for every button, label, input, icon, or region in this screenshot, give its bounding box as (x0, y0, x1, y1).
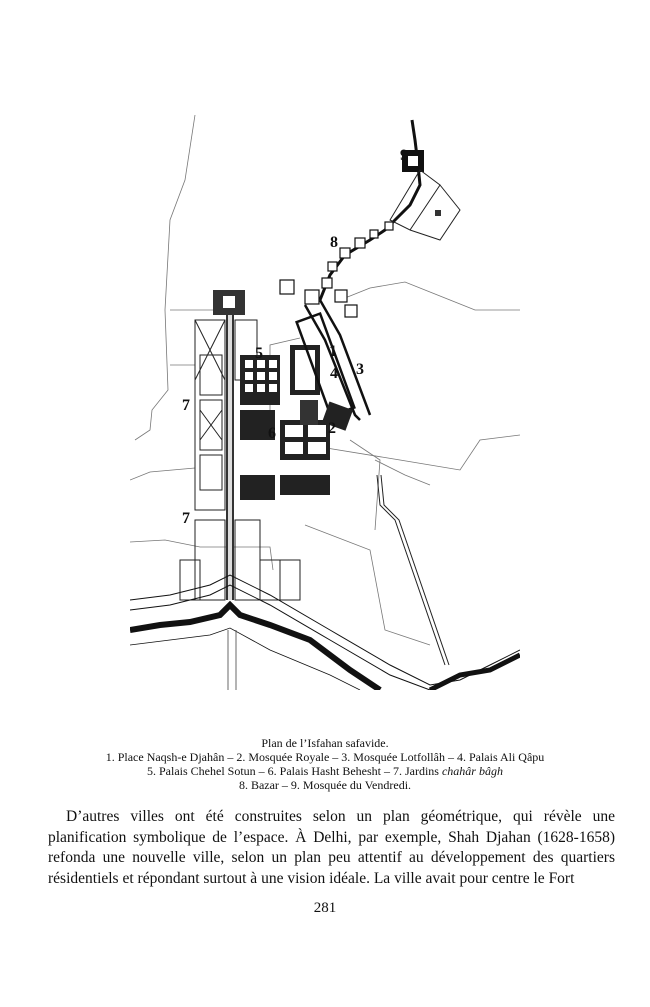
map-label-3: 3 (356, 361, 364, 378)
map-label-8: 8 (330, 234, 338, 251)
caption-line-1: 1. Place Naqsh-e Djahân – 2. Mosquée Royale – 3. Mosquée Lotfollâh – 4. Palais Ali Qâpu (105, 750, 545, 764)
caption-line-3: 8. Bazar – 9. Mosquée du Vendredi. (238, 778, 412, 792)
page-number: 281 (313, 900, 337, 916)
caption-title: Plan de l’Isfahan safavide. (261, 736, 389, 750)
map-label-1: 1 (329, 343, 337, 360)
caption-line-2 (60, 764, 590, 778)
map-labels (182, 147, 408, 527)
map-label-4: 4 (330, 365, 338, 382)
map-label-9: 9 (400, 147, 408, 164)
caption-line-2-text: 5. Palais Chehel Sotun – 6. Palais Hasht Behesht – 7. Jardins (147, 764, 442, 778)
map-label-7-south: 7 (182, 510, 190, 527)
map-label-5: 5 (255, 345, 263, 362)
map-label-6: 6 (268, 425, 276, 442)
caption-line-2-italic: chahâr bâgh (441, 764, 503, 778)
isfahan-plan-figure (130, 110, 520, 690)
body-text (48, 807, 615, 889)
map-label-2: 2 (328, 420, 336, 437)
body-paragraph: D’autres villes ont été construites selon un plan géométrique, qui révèle une planification symbolique de l’espace. À Delhi, par exemple, Shah Djahan (1628-1658) refonda une nouvelle ville, selon un plan peu attentif au développement des quartiers résidentiels et répondant surtout à une vision idéale. La ville avait pour centre le Fort (48, 808, 615, 887)
map-drawing (130, 110, 520, 690)
figure-caption (60, 736, 590, 792)
map-label-7-north: 7 (182, 397, 190, 414)
